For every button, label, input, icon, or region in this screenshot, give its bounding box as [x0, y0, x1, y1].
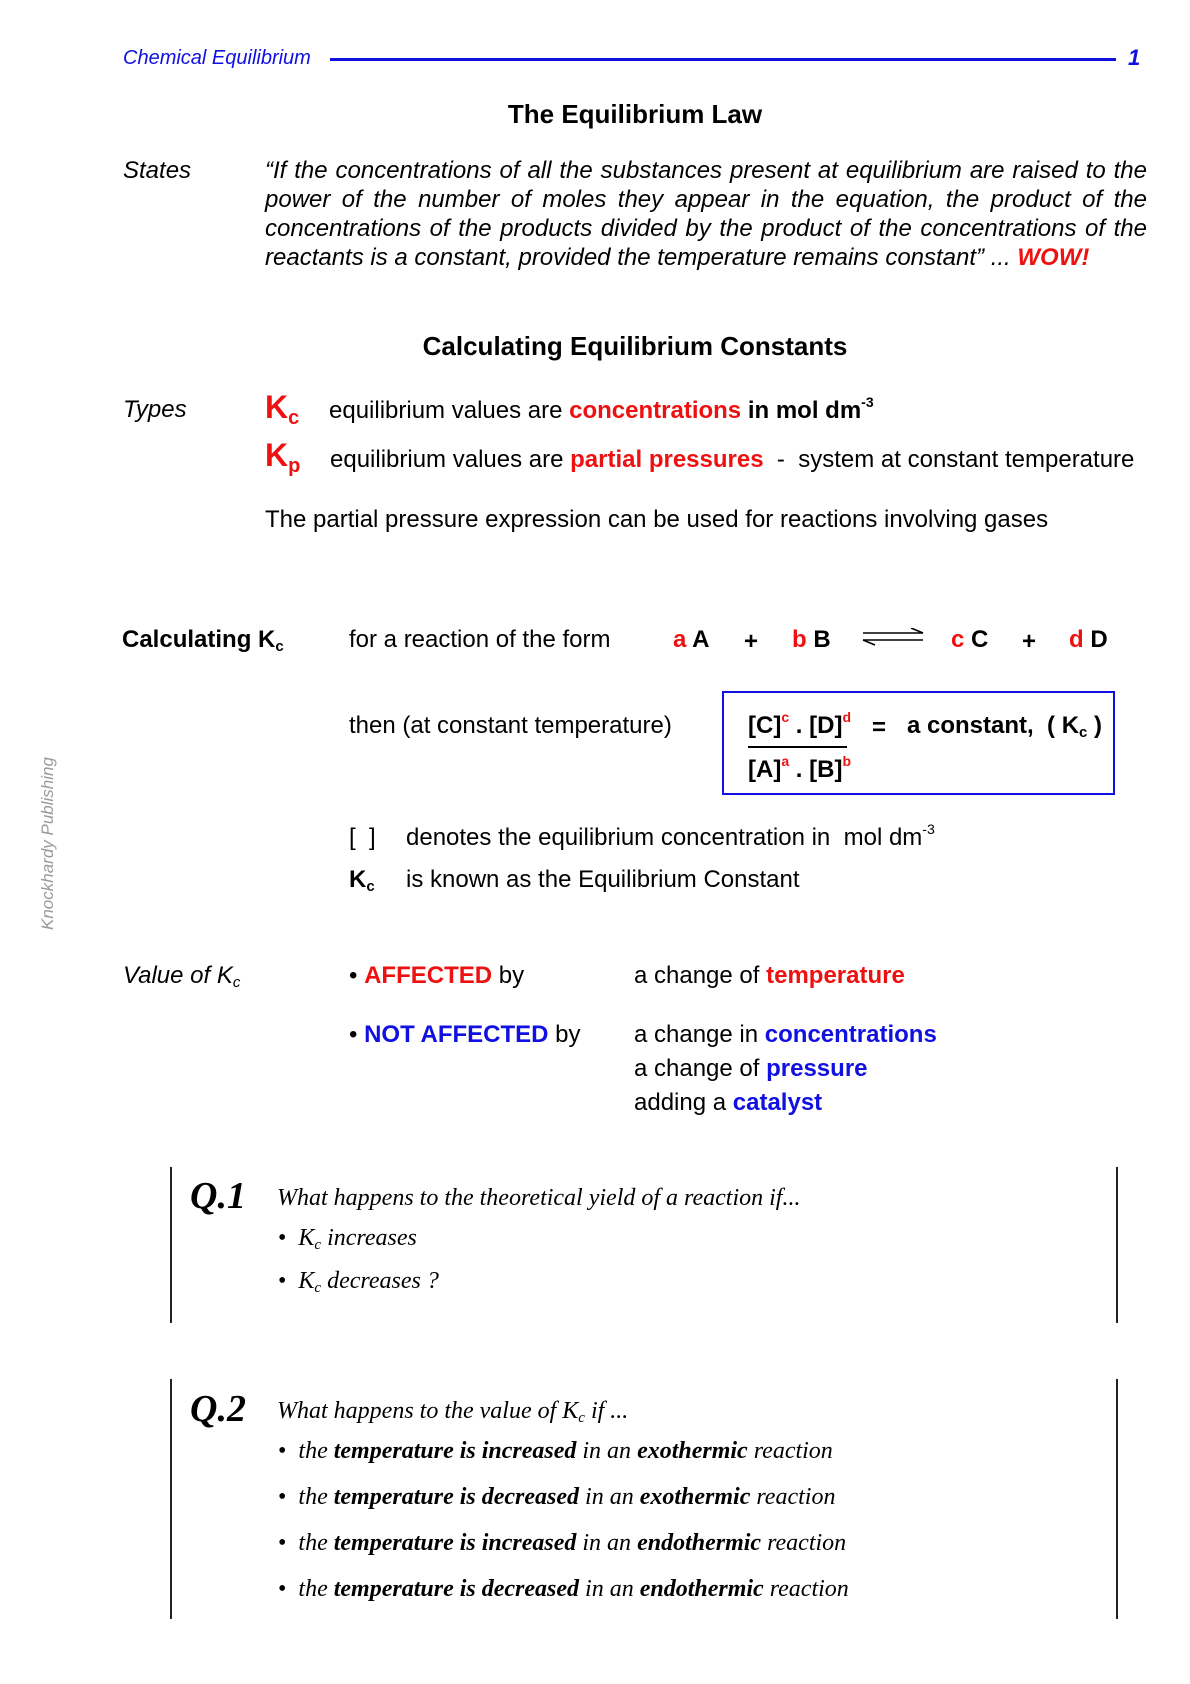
brackets-symbol: [ ] [349, 824, 376, 851]
q1-question: What happens to the theoretical yield of a reaction if... [277, 1185, 801, 1211]
q1-bullet-1: • $K_c$ increases [278, 1225, 417, 1253]
reactant-b: b B [792, 626, 831, 653]
q2-left-bar [170, 1379, 172, 1619]
q2-right-bar [1116, 1379, 1118, 1619]
not-affected-item: • NOT AFFECTED by [349, 1021, 581, 1048]
value-kc-label: Value of $K_c$ [123, 962, 241, 991]
q1-left-bar [170, 1167, 172, 1323]
section-heading-equilibrium-law: The Equilibrium Law [507, 99, 763, 129]
q2-question: What happens to the value of $K_c$ if ... [277, 1398, 629, 1426]
formula-equals: = [872, 714, 887, 741]
header-title: Chemical Equilibrium [123, 47, 311, 69]
formula-numerator: $[C]^c$ . $[D]^d$ [748, 709, 852, 739]
q1-bullet-2: • $K_c$ decreases ? [278, 1268, 439, 1296]
wow-text: WOW! [1017, 244, 1090, 271]
states-label: States [123, 157, 192, 184]
reaction-form-intro: for a reaction of the form [349, 626, 611, 653]
product-c: c C [951, 626, 989, 653]
equilibrium-law-statement [265, 156, 1147, 272]
product-d: d D [1069, 626, 1108, 653]
kc-symbol: $K_c$ [265, 389, 300, 429]
constant-temperature-text: then (at constant temperature) [349, 712, 672, 739]
plus-sign-2: + [1022, 628, 1037, 655]
kp-highlight: partial pressures [570, 446, 764, 473]
kc-def-text: is known as the Equilibrium Constant [406, 866, 800, 893]
page-number: 1 [1128, 45, 1141, 70]
kc-def-symbol: $K_c$ [349, 866, 375, 895]
reactant-a: a A [673, 626, 710, 653]
formula-result: a constant, ( $K_c$ ) [907, 712, 1103, 741]
publisher-label: Knockhardy Publishing [38, 757, 57, 930]
kp-symbol: $K_p$ [265, 437, 301, 477]
q2-number: Q.2 [190, 1388, 246, 1430]
not-affected-factor-3: adding a catalyst [634, 1089, 823, 1116]
section-heading-constants: Calculating Equilibrium Constants [422, 331, 848, 361]
fraction-line [748, 746, 847, 748]
not-affected-factor-1: a change in concentrations [634, 1021, 937, 1048]
q2-bullet-1: • the temperature is increased in an exothermic reaction [278, 1438, 833, 1464]
header-rule [330, 58, 1116, 61]
formula-denominator: $[A]^a$ . $[B]^b$ [748, 753, 852, 783]
kp-definition: equilibrium values are partial pressures - system at constant temperature [330, 446, 1135, 473]
not-affected-factor-2: a change of pressure [634, 1055, 868, 1082]
q2-bullet-2: • the temperature is decreased in an exothermic reaction [278, 1484, 836, 1510]
q1-right-bar [1116, 1167, 1118, 1323]
affected-item: • AFFECTED by [349, 962, 525, 989]
q1-number: Q.1 [190, 1175, 246, 1217]
calculating-kc-label: Calculating $K_c$ [122, 626, 284, 655]
q2-bullet-3: • the temperature is increased in an endothermic reaction [278, 1530, 847, 1556]
affected-factor: a change of temperature [634, 962, 905, 989]
statement-text: “If the concentrations of all the substances present at equilibrium are raised to the power of the number of moles they appear in the equation, the product of the concentrations of the products divided by the product of the concentrations of the reactants is a constant, provided the temperature remains constant” ... [265, 157, 1147, 271]
plus-sign-1: + [744, 628, 759, 655]
brackets-definition: denotes the equilibrium concentration in mol $dm^{-3}$ [406, 821, 935, 851]
kc-highlight: concentrations [569, 397, 742, 424]
equilibrium-arrow-icon [861, 628, 925, 646]
kc-definition: equilibrium values are concentrations in mol $dm^{-3}$ [329, 394, 874, 424]
partial-pressure-note: The partial pressure expression can be used for reactions involving gases [265, 506, 1049, 533]
types-label: Types [123, 396, 187, 423]
q2-bullet-4: • the temperature is decreased in an endothermic reaction [278, 1576, 849, 1602]
